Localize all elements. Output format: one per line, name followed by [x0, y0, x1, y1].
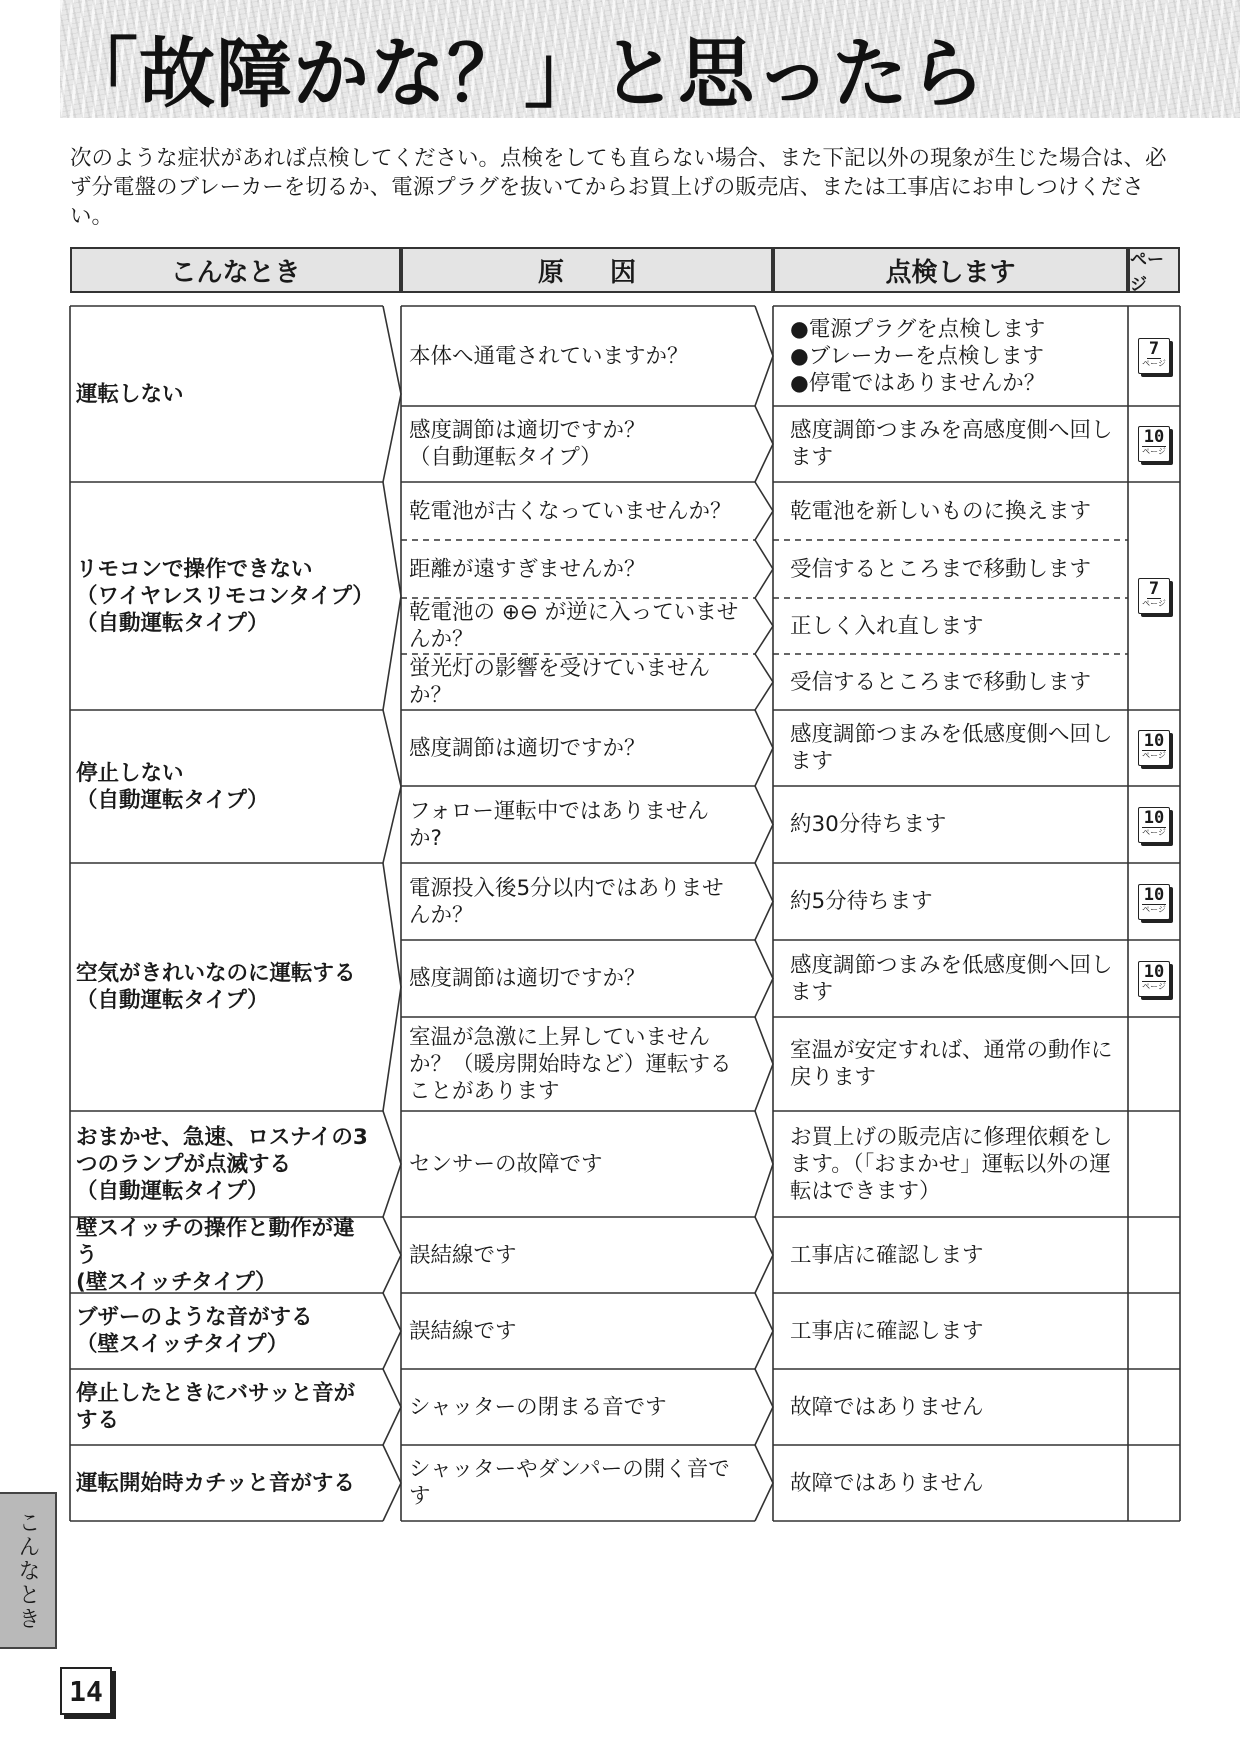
cause-cell-text: 乾電池が古くなっていませんか？: [409, 498, 732, 524]
page-ref-badge: [1128, 482, 1180, 710]
check-cell: [773, 1445, 1128, 1521]
check-cell: [773, 654, 1128, 710]
page-ref-badge: [1128, 406, 1180, 482]
cause-cell-text: シャッターの閉まる音です: [409, 1394, 667, 1420]
cause-cell-text: フォロー運転中ではありませんか?: [409, 798, 709, 851]
page-ref-number: 7: [1148, 579, 1160, 599]
cause-cell-text: 室温が急激に上昇していませんか？（暖房開始時など）運転することがあります: [409, 1024, 732, 1104]
page-ref-badge: [1128, 710, 1180, 786]
page-ref-number: 10: [1143, 807, 1165, 828]
cause-cell: [401, 710, 755, 786]
condition-cell: [70, 710, 401, 863]
check-cell-text: 受信するところまで移動します: [790, 669, 1092, 695]
cause-cell-text: 誤結線です: [409, 1318, 517, 1344]
intro-text: 次のような症状があれば点検してください。点検をしても直らない場合、また下記以外の現象が生じた場合は、必ず分電盤のブレーカーを切るか、電源プラグを抜いてからお買上げの販売店、または工事店にお申しつけください。: [70, 146, 1167, 229]
condition-cell: [70, 1445, 401, 1521]
cause-cell: [401, 1111, 755, 1217]
check-cell: [773, 406, 1128, 482]
page-ref-badge: [1128, 863, 1180, 940]
cause-cell: [401, 406, 755, 482]
condition-cell-text: 空気がきれいなのに運転する （自動運転タイプ）: [76, 961, 356, 1013]
check-cell-text: 約5分待ちます: [790, 889, 933, 914]
cause-cell-text: 乾電池の ⊕⊖ が逆に入っていませんか？: [409, 600, 739, 652]
check-cell-text: 感度調節つまみを低感度側へ回します: [790, 722, 1113, 774]
cause-cell: [401, 1217, 755, 1293]
check-cell-text: 受信するところまで移動します: [790, 556, 1092, 582]
page-ref-badge: [1128, 786, 1180, 863]
cause-cell-text: センサーの故障です: [409, 1151, 603, 1177]
page-ref-badge: [1128, 940, 1180, 1017]
condition-cell: [70, 1293, 401, 1369]
cause-cell: [401, 786, 755, 863]
cause-cell-text: シャッターやダンパーの開く音です: [409, 1457, 730, 1509]
check-cell: [773, 786, 1128, 863]
check-cell: [773, 306, 1128, 406]
condition-cell-text: 運転しない: [76, 381, 184, 407]
check-cell: [773, 1369, 1128, 1445]
check-cell: [773, 940, 1128, 1017]
check-cell-text: 工事店に確認します: [790, 1318, 984, 1344]
page-ref-icon: [1138, 807, 1170, 843]
condition-cell: [70, 482, 401, 710]
check-cell-text: ●電源プラグを点検します ●ブレーカーを点検します ●停電ではありませんか？: [790, 316, 1046, 396]
cause-cell-text: 感度調節は適切ですか？: [409, 735, 646, 761]
page-ref-badge: [1128, 306, 1180, 406]
cause-cell: [401, 1293, 755, 1369]
page-ref-number: 10: [1143, 884, 1165, 905]
condition-cell-text: ブザーのような音がする （壁スイッチタイプ）: [76, 1305, 313, 1357]
condition-cell: [70, 1111, 401, 1217]
page-ref-unit: ページ: [1142, 981, 1166, 991]
page-ref-icon: [1138, 338, 1170, 374]
check-cell-text: 感度調節つまみを低感度側へ回します: [790, 952, 1113, 1005]
cause-cell-text: 蛍光灯の影響を受けていませんか？: [409, 656, 711, 708]
check-cell: [773, 540, 1128, 598]
page-ref-icon: [1138, 578, 1170, 614]
cause-cell-text: 本体へ通電されていますか？: [409, 343, 689, 369]
cause-cell: [401, 598, 755, 654]
cause-cell: [401, 863, 755, 940]
condition-cell: [70, 863, 401, 1111]
cause-cell-text: 電源投入後5分以内ではありませんか？: [409, 875, 724, 928]
header-page: ページ: [1128, 247, 1180, 293]
header-check: 点検します: [773, 247, 1128, 293]
page-ref-unit: ページ: [1142, 827, 1166, 837]
check-cell: [773, 710, 1128, 786]
page-ref-number: 10: [1143, 731, 1165, 751]
check-cell-text: 工事店に確認します: [790, 1242, 984, 1268]
page-ref-icon: [1138, 961, 1170, 997]
check-cell-text: 感度調節つまみを高感度側へ回します: [790, 418, 1113, 470]
page-ref-icon: [1138, 426, 1170, 462]
check-cell-text: 室温が安定すれば、通常の動作に戻ります: [790, 1038, 1113, 1090]
header-cause: 原因: [401, 247, 773, 293]
check-cell: [773, 1111, 1128, 1217]
cause-cell: [401, 940, 755, 1017]
check-cell: [773, 482, 1128, 540]
check-cell: [773, 1217, 1128, 1293]
cause-cell: [401, 1017, 755, 1111]
page-ref-number: 7: [1148, 339, 1160, 359]
cause-cell: [401, 482, 755, 540]
check-cell-text: 故障ではありません: [790, 1394, 984, 1420]
side-tab-label: こんなとき: [15, 1510, 40, 1631]
condition-cell-text: 停止しない （自動運転タイプ）: [76, 760, 269, 813]
cause-cell-text: 感度調節は適切ですか？: [409, 966, 646, 991]
check-cell: [773, 1293, 1128, 1369]
condition-cell-text: 壁スイッチの操作と動作が違う (壁スイッチタイプ）: [76, 1215, 355, 1295]
condition-cell-text: おまかせ、急速、ロスナイの3つのランプが点滅する （自動運転タイプ）: [76, 1124, 368, 1204]
condition-cell: [70, 306, 401, 482]
page-title: 「故障かな？」と思ったら: [62, 29, 986, 118]
cause-cell: [401, 1445, 755, 1521]
page-ref-unit: ページ: [1142, 359, 1166, 368]
check-cell-text: 正しく入れ直します: [790, 613, 984, 639]
page-ref-unit: ページ: [1142, 751, 1166, 760]
cause-cell-text: 感度調節は適切ですか？ （自動運転タイプ）: [409, 418, 646, 470]
page-ref-unit: ページ: [1142, 599, 1166, 608]
cause-cell: [401, 1369, 755, 1445]
condition-cell-text: リモコンで操作できない （ワイヤレスリモコンタイプ） （自動運転タイプ）: [76, 556, 374, 636]
side-tab: [0, 1492, 57, 1649]
header-condition: こんなとき: [70, 247, 401, 293]
cause-cell: [401, 654, 755, 710]
page-ref-icon: [1138, 730, 1170, 766]
cause-cell: [401, 306, 755, 406]
check-cell-text: 故障ではありません: [790, 1470, 984, 1496]
check-cell: [773, 598, 1128, 654]
page-ref-unit: ページ: [1142, 447, 1166, 456]
condition-cell: [70, 1369, 401, 1445]
check-cell: [773, 863, 1128, 940]
check-cell-text: 乾電池を新しいものに換えます: [790, 498, 1092, 524]
check-cell-text: 約30分待ちます: [790, 812, 947, 837]
condition-cell-text: 運転開始時カチッと音がする: [76, 1470, 355, 1496]
cause-cell: [401, 540, 755, 598]
page-ref-icon: [1138, 884, 1170, 920]
cause-cell-text: 距離が遠すぎませんか？: [409, 556, 646, 582]
page-ref-number: 10: [1143, 961, 1165, 982]
check-cell: [773, 1017, 1128, 1111]
page-ref-number: 10: [1143, 427, 1165, 447]
page-number: 14: [60, 1667, 112, 1715]
condition-cell: [70, 1217, 401, 1293]
cause-cell-text: 誤結線です: [409, 1242, 517, 1268]
check-cell-text: お買上げの販売店に修理依頼をします。（「おまかせ」運転以外の運転はできます）: [790, 1124, 1113, 1204]
page-ref-unit: ページ: [1142, 904, 1166, 914]
condition-cell-text: 停止したときにバサッと音がする: [76, 1381, 356, 1433]
